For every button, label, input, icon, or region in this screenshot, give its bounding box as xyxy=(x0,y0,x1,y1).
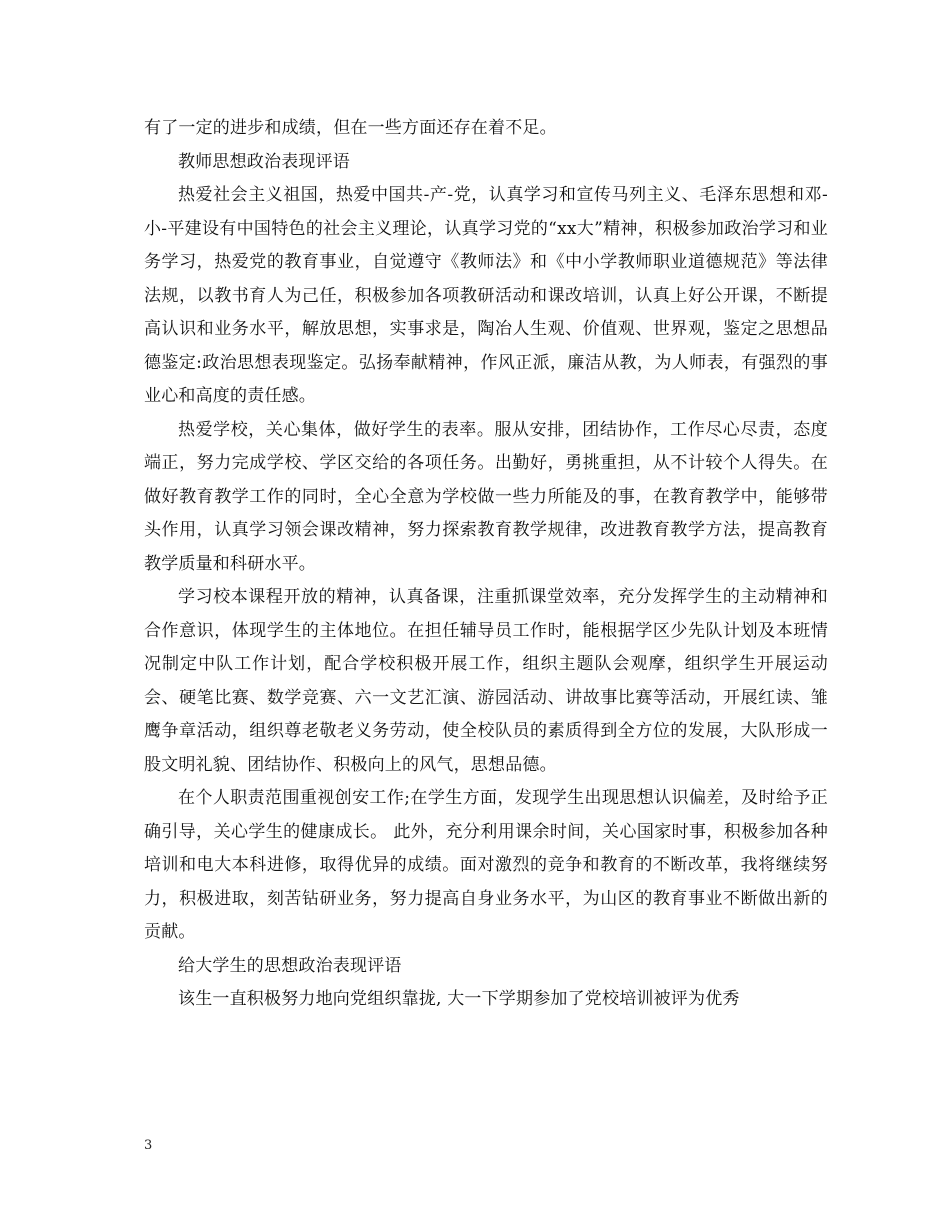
paragraph-responsibilities: 在个人职责范围重视创安工作;在学生方面，发现学生出现思想认识偏差，及时给予正确引导，关心学生的健康成长。 此外，充分利用课余时间，关心国家时事，积极参加各种培训和电大本科进修，取得优异的成绩。面对激烈的竞争和教育的不断改革，我将继续努力，积极进取，刻苦钻研业务，努力提高自身业务水平，为山区的教育事业不断做出新的贡献。 xyxy=(144,788,828,942)
paragraph-student-party: 该生一直积极努力地向党组织靠拢, 大一下学期参加了党校培训被评为优秀 xyxy=(178,989,740,1009)
section-heading-student-evaluation: 给大学生的思想政治表现评语 xyxy=(178,955,402,976)
page-number: 3 xyxy=(144,1138,153,1153)
section-heading-teacher-evaluation: 教师思想政治表现评语 xyxy=(178,151,350,172)
paragraph-continuation: 有了一定的进步和成绩，但在一些方面还存在着不足。 xyxy=(144,118,557,138)
document-body xyxy=(144,112,828,1017)
paragraph-political-stance: 热爱社会主义祖国，热爱中国共-产-党，认真学习和宣传马列主义、毛泽东思想和邓-小-平建设有中国特色的社会主义理论，认真学习党的“xx大”精神，积极参加政治学习和业务学习，热爱党的教育事业，自觉遵守《教师法》和《中小学教师职业道德规范》等法律法规，以教书育人为己任，积极参加各项教研活动和课改培训，认真上好公开课，不断提高认识和业务水平，解放思想，实事求是，陶冶人生观、价值观、世界观，鉴定之思想品德鉴定:政治思想表现鉴定。弘扬奉献精神，作风正派，廉洁从教，为人师表，有强烈的事业心和高度的责任感。 xyxy=(144,185,828,406)
paragraph-school-attitude: 热爱学校，关心集体，做好学生的表率。服从安排，团结协作，工作尽心尽责，态度端正，努力完成学校、学区交给的各项任务。出勤好，勇挑重担，从不计较个人得失。在做好教育教学工作的同时，全心全意为学校做一些力所能及的事，在教育教学中，能够带头作用，认真学习领会课改精神，努力探索教育教学规律，改进教育教学方法，提高教育教学质量和科研水平。 xyxy=(144,419,828,574)
paragraph-curriculum-work: 学习校本课程开放的精神，认真备课，注重抓课堂效率，充分发挥学生的主动精神和合作意识，体现学生的主体地位。在担任辅导员工作时，能根据学区少先队计划及本班情况制定中队工作计划，配合学校积极开展工作，组织主题队会观摩，组织学生开展运动会、硬笔比赛、数学竞赛、六一文艺汇演、游园活动、讲故事比赛等活动，开展红读、雏鹰争章活动，组织尊老敬老义务劳动，使全校队员的素质得到全方位的发展，大队形成一股文明礼貌、团结协作、积极向上的风气，思想品德。 xyxy=(144,587,828,775)
